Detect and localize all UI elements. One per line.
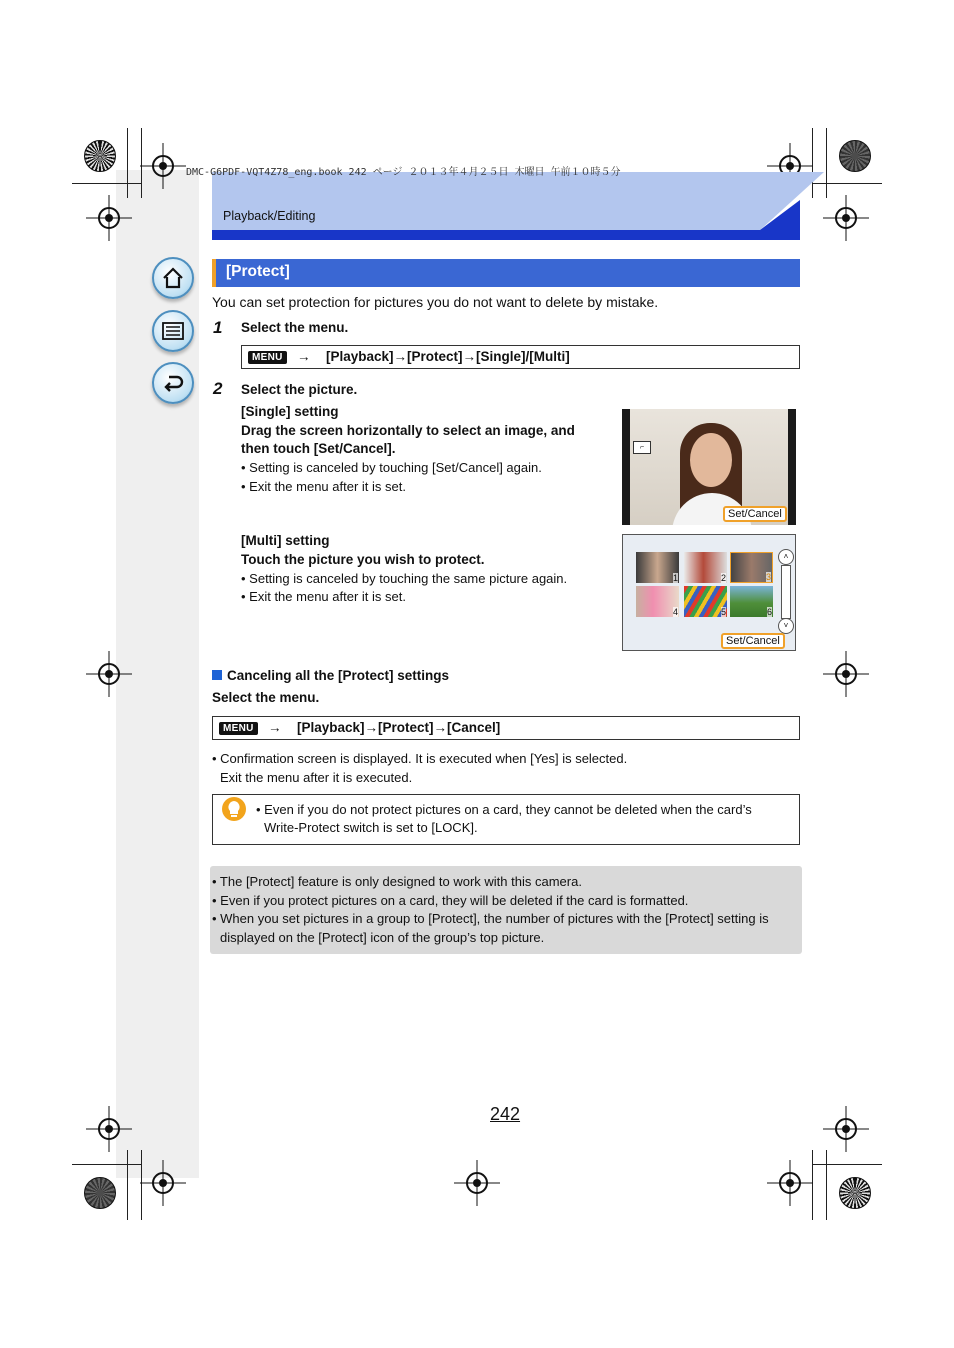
crop-mark [141, 128, 142, 198]
thumbnail[interactable] [636, 586, 679, 617]
crop-mark [812, 128, 813, 198]
note-item: displayed on the [Protect] icon of the group’s top picture. [220, 930, 545, 945]
step-label: Select the menu. [241, 320, 349, 335]
header-bar [212, 230, 800, 240]
step-number: 1 [213, 318, 223, 337]
lightbulb-icon [222, 797, 246, 821]
thumbnail-number: 4 [672, 607, 678, 617]
multi-bullet: • Exit the menu after it is set. [241, 589, 406, 604]
thumbnail[interactable] [730, 586, 773, 617]
tip-text: • Even if you do not protect pictures on a card, they cannot be deleted when the card’s [256, 802, 752, 817]
scroll-down-icon[interactable]: ˅ [778, 618, 794, 634]
cancel-select-text: Select the menu. [212, 690, 320, 705]
single-bullet: • Setting is canceled by touching [Set/Cancel] again. [241, 460, 542, 475]
menu-path: [Playback]→[Protect]→[Single]/[Multi] [326, 349, 570, 364]
step-label: Select the picture. [241, 382, 358, 397]
title-bar [212, 259, 800, 287]
cancel-heading [212, 668, 449, 683]
rosette-mark-icon [84, 1177, 116, 1209]
menu-path: [Playback]→[Protect]→[Cancel] [297, 720, 501, 735]
thumbnail-number: 5 [720, 607, 726, 617]
menu-arrow: → [297, 349, 311, 364]
home-button[interactable] [152, 257, 194, 299]
thumbnail-protected[interactable] [730, 552, 773, 583]
intro-text: You can set protection for pictures you do not want to delete by mistake. [212, 294, 659, 310]
crop-mark [826, 128, 827, 198]
registration-mark-icon [835, 1118, 857, 1140]
registration-mark-icon [152, 155, 174, 177]
registration-mark-icon [835, 663, 857, 685]
menu-path-box [212, 716, 800, 740]
menu-list-icon [161, 319, 185, 343]
registration-mark-icon [466, 1172, 488, 1194]
confirm-text: • Confirmation screen is displayed. It is executed when [Yes] is selected. [212, 751, 628, 766]
cancel-heading-text: Canceling all the [Protect] settings [227, 668, 450, 683]
registration-mark-icon [98, 207, 120, 229]
tip-box [212, 794, 800, 845]
registration-mark-icon [779, 1172, 801, 1194]
single-screen-preview [622, 409, 796, 525]
menu-badge: MENU [219, 722, 258, 735]
multi-bullet: • Setting is canceled by touching the same picture again. [241, 571, 568, 586]
book-info: DMC-G6PDF-VQT4Z78_eng.book 242 ページ ２０１３年４月２５日 木曜日 午前１０時５分 [186, 167, 621, 178]
protect-icon: ⌐ [633, 441, 651, 454]
section-label: Playback/Editing [223, 209, 316, 223]
crop-mark [127, 1150, 128, 1220]
square-bullet-icon [212, 670, 222, 680]
scroll-up-icon[interactable]: ˄ [778, 549, 794, 565]
crop-mark [812, 1150, 813, 1220]
registration-mark-icon [98, 663, 120, 685]
crop-mark [826, 1150, 827, 1220]
note-item: • When you set pictures in a group to [Protect], the number of pictures with the [Protect] setting is [212, 911, 769, 926]
multi-screen-preview [622, 534, 796, 651]
photo-face [690, 433, 732, 487]
menu-badge: MENU [248, 351, 287, 364]
registration-mark-icon [835, 207, 857, 229]
crop-mark [812, 1164, 882, 1165]
rosette-mark-icon [839, 1177, 871, 1209]
single-instruction: Drag the screen horizontally to select an image, and [241, 423, 575, 438]
page-title: [Protect] [226, 263, 290, 280]
crop-mark [72, 183, 142, 184]
tip-text: Write-Protect switch is set to [LOCK]. [264, 820, 478, 835]
crop-mark [72, 1164, 142, 1165]
note-item: • Even if you protect pictures on a card, they will be deleted if the card is formatted. [212, 893, 689, 908]
rosette-mark-icon [84, 140, 116, 172]
page-number: 242 [490, 1104, 521, 1124]
thumbnail-number: 3 [765, 572, 771, 582]
notes-box [210, 866, 802, 954]
menu-button[interactable] [152, 310, 194, 352]
note-item: • The [Protect] feature is only designed to work with this camera. [212, 874, 582, 889]
thumbnail[interactable] [636, 552, 679, 583]
single-heading: [Single] setting [241, 404, 339, 419]
single-bullet: • Exit the menu after it is set. [241, 479, 406, 494]
thumbnail[interactable] [684, 586, 727, 617]
set-cancel-button[interactable]: Set/Cancel [721, 633, 785, 649]
registration-mark-icon [152, 1172, 174, 1194]
set-cancel-button[interactable]: Set/Cancel [723, 506, 787, 522]
single-instruction: then touch [Set/Cancel]. [241, 441, 396, 456]
crop-mark [141, 1150, 142, 1220]
registration-mark-icon [98, 1118, 120, 1140]
confirm-text: Exit the menu after it is executed. [220, 770, 413, 785]
rosette-mark-icon [839, 140, 871, 172]
thumbnail-number: 6 [766, 607, 772, 617]
crop-mark [127, 128, 128, 198]
back-button[interactable] [152, 362, 194, 404]
multi-heading: [Multi] setting [241, 533, 330, 548]
thumbnail[interactable] [684, 552, 727, 583]
menu-path-box [241, 345, 800, 369]
home-icon [161, 266, 185, 290]
thumbnail-number: 1 [672, 573, 678, 583]
scrollbar[interactable] [781, 565, 791, 619]
multi-instruction: Touch the picture you wish to protect. [241, 552, 485, 567]
thumbnail-number: 2 [720, 573, 726, 583]
step-number: 2 [213, 379, 223, 398]
menu-arrow: → [268, 720, 282, 735]
back-arrow-icon [161, 371, 185, 395]
crop-mark [812, 183, 882, 184]
